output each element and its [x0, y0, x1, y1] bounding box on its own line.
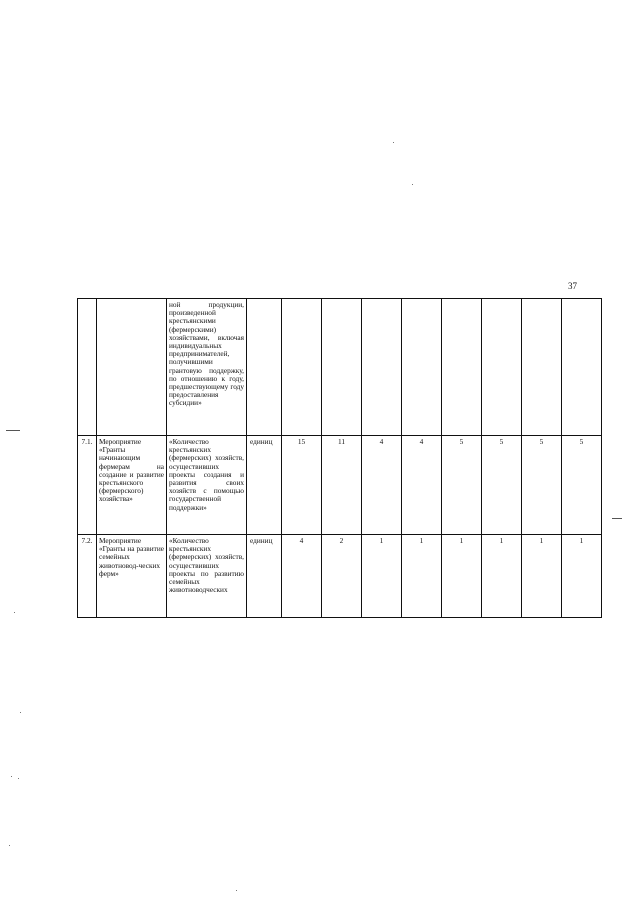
scan-dot [20, 712, 21, 713]
value-cell: 1 [482, 535, 522, 618]
value-cell: 1 [562, 535, 602, 618]
row-number-cell [78, 299, 97, 436]
table-row [78, 535, 602, 618]
scan-mark [612, 518, 622, 519]
table-row [78, 436, 602, 535]
value-cell [402, 299, 442, 436]
scan-dot [236, 890, 237, 891]
page-number: 37 [568, 281, 577, 291]
indicator-cell: «Количество крестьянских (фермерских) хозяйств, осуществивших проекты создания и развития своих хозяйств с помощью государственной поддержки» [167, 436, 247, 535]
value-cell: 5 [482, 436, 522, 535]
value-cell: 4 [282, 535, 322, 618]
scan-dot [18, 778, 19, 779]
value-cell [522, 299, 562, 436]
value-cell [282, 299, 322, 436]
value-cell [362, 299, 402, 436]
value-cell: 4 [362, 436, 402, 535]
unit-cell: единиц [247, 535, 282, 618]
value-cell: 1 [522, 535, 562, 618]
indicator-cell: ной продукции, произведенной крестьянскими (фермерскими) хозяйствами, включая индивидуальных предпринимателей, получившими грантовую поддержку, по отношению к году, предшествующему году предоставления субсидии» [167, 299, 247, 436]
event-cell: Мероприятие «Гранты начинающим фермерам на создание и развитие крестьянского (фермерского) хозяйства» [97, 436, 167, 535]
scan-dot [14, 612, 15, 613]
row-number-cell: 7.1. [78, 436, 97, 535]
indicators-table [77, 298, 602, 618]
value-cell [562, 299, 602, 436]
scan-dot [393, 142, 394, 143]
scan-mark [6, 430, 20, 431]
event-cell [97, 299, 167, 436]
indicator-cell: «Количество крестьянских (фермерских) хозяйств, осуществивших проекты по развитию семейных животноводческих [167, 535, 247, 618]
value-cell: 5 [522, 436, 562, 535]
unit-cell [247, 299, 282, 436]
value-cell: 1 [442, 535, 482, 618]
scan-dot [9, 845, 10, 846]
value-cell: 11 [322, 436, 362, 535]
row-number-cell: 7.2. [78, 535, 97, 618]
value-cell [482, 299, 522, 436]
value-cell: 15 [282, 436, 322, 535]
value-cell: 2 [322, 535, 362, 618]
table-row [78, 299, 602, 436]
value-cell [442, 299, 482, 436]
value-cell: 1 [362, 535, 402, 618]
value-cell [322, 299, 362, 436]
value-cell: 1 [402, 535, 442, 618]
scan-dot [11, 776, 12, 777]
unit-cell: единиц [247, 436, 282, 535]
value-cell: 4 [402, 436, 442, 535]
value-cell: 5 [562, 436, 602, 535]
value-cell: 5 [442, 436, 482, 535]
event-cell: Мероприятие «Гранты на развитие семейных животновод-ческих ферм» [97, 535, 167, 618]
scan-dot [412, 184, 413, 185]
